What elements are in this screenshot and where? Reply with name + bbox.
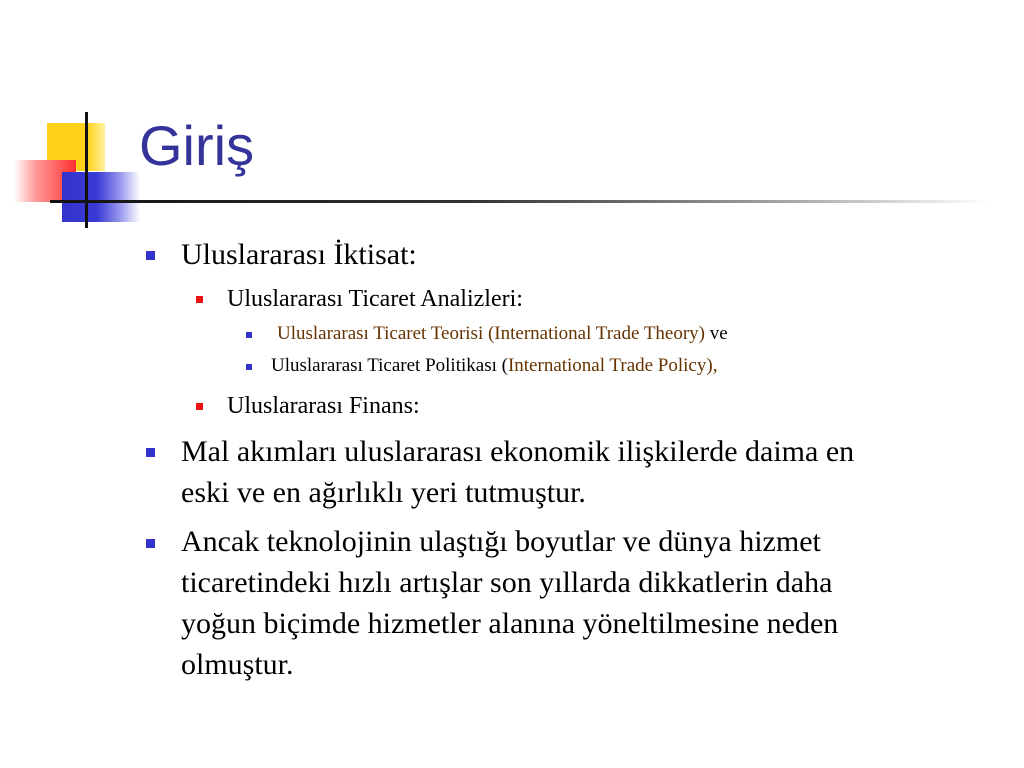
bullet-1-2-text: Uluslararası Finans: [227,393,420,419]
bullet-square-icon [146,448,155,457]
bullet-2-line-1: Mal akımları uluslararası ekonomik ilişkilerde daima en [181,435,855,468]
bullet-1-1-2-link[interactable]: International Trade Policy) [507,355,713,376]
bullet-square-icon [246,332,252,338]
bullet-square-icon [196,403,203,410]
bullet-square-icon [146,539,155,548]
bullet-1-1-1-text [277,321,728,346]
bullet-3-line-2: ticaretindeki hızlı artışlar son yıllarda dikkatlerin daha [181,566,833,599]
bullet-square-icon [196,296,203,303]
decor-vertical-line [85,112,88,228]
bullet-1-1-2-post: , [712,355,718,376]
decor-blue-square [62,172,140,222]
bullet-1-text: Uluslararası İktisat: [181,238,417,271]
bullet-square-icon [246,364,252,370]
bullet-1-1-2-pre: Uluslararası Ticaret Politikası ( [271,355,508,376]
bullet-square-icon [146,251,155,260]
bullet-3-line-1: Ancak teknolojinin ulaştığı boyutlar ve dünya hizmet [181,525,821,558]
bullet-3-line-4: olmuştur. [181,648,294,681]
bullet-1-1-text: Uluslararası Ticaret Analizleri: [227,286,523,312]
bullet-1-1-1-rest: ve [705,323,728,344]
bullet-1-1-2-text [271,353,717,378]
bullet-3-line-3: yoğun biçimde hizmetler alanına yöneltilmesine neden [181,607,839,640]
slide-title: Giriş [139,114,255,177]
bullet-2-line-2: eski ve en ağırlıklı yeri tutmuştur. [181,476,586,509]
bullet-1-1-1-link[interactable]: Uluslararası Ticaret Teorisi (International Trade Theory) [277,323,706,344]
title-underline [50,200,990,203]
